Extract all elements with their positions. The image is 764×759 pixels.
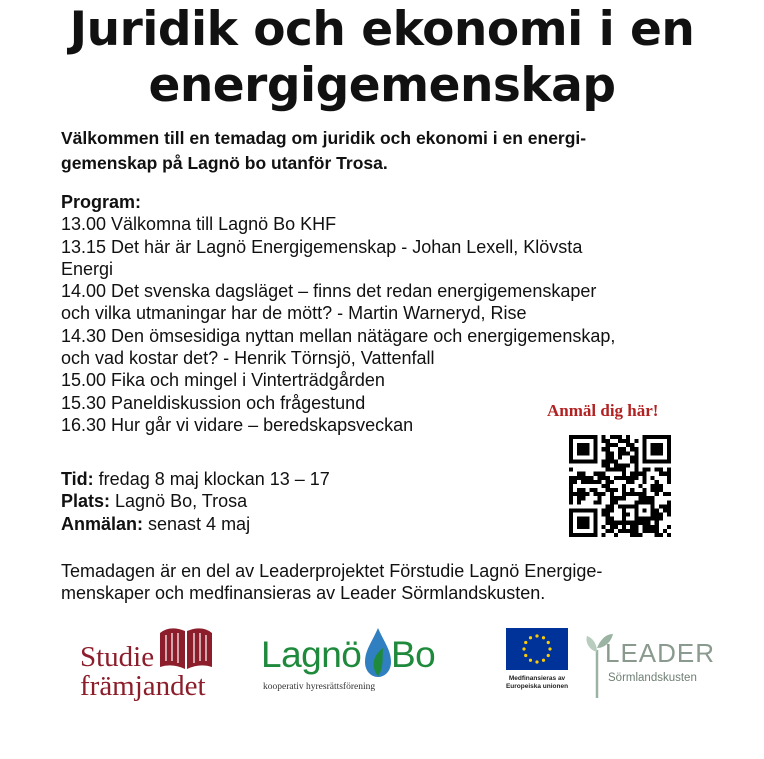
footer-line-2: menskaper och medfinansieras av Leader Sörmlandskusten. xyxy=(61,583,546,604)
studiefram-word-1: Studie xyxy=(80,641,155,673)
footer-text xyxy=(61,560,602,605)
eu-logo xyxy=(501,628,573,702)
event-details xyxy=(61,468,330,535)
footer-line-1: Temadagen är en del av Leaderprojektet Förstudie Lagnö Energige- xyxy=(61,561,603,581)
time-row xyxy=(61,468,330,490)
leader-word: LEADER xyxy=(605,638,716,668)
page-title xyxy=(0,2,764,114)
open-book-icon xyxy=(158,623,214,671)
leader-logo xyxy=(583,628,723,702)
program-item: och vilka utmaningar har de mött? - Martin Warneryd, Rise xyxy=(61,303,527,324)
eu-caption-line-1: Medfinansieras av xyxy=(508,675,566,682)
program-item: 15.30 Paneldiskussion och frågestund xyxy=(61,392,366,413)
program-item: 16.30 Hur går vi vidare – beredskapsveckan xyxy=(61,414,414,435)
eu-caption-line-2: Europeiska unionen xyxy=(505,683,569,690)
page-title-line-1: Juridik och ekonomi i en xyxy=(69,2,695,57)
program-item: 13.00 Välkomna till Lagnö Bo KHF xyxy=(61,214,337,235)
program-item: 15.00 Fika och mingel i Vinterträdgården xyxy=(61,370,385,391)
qr-code-icon[interactable] xyxy=(569,435,671,537)
program-item: och vad kostar det? - Henrik Törnsjö, Vattenfall xyxy=(61,348,435,369)
lagnobo-subtitle: kooperativ hyresrättsförening xyxy=(263,682,376,692)
intro-line-2: gemenskap på Lagnö bo utanför Trosa. xyxy=(61,153,388,173)
leader-subtitle: Sörmlandskusten xyxy=(608,672,697,684)
program-item: Energi xyxy=(61,258,114,279)
eu-caption xyxy=(501,675,573,691)
lagnobo-logo xyxy=(259,624,454,700)
signup-deadline-row xyxy=(61,513,330,535)
signup-link[interactable]: Anmäl dig här! xyxy=(547,401,659,420)
program-item: 14.00 Det svenska dagsläget – finns det redan energigemenskaper xyxy=(61,281,597,302)
intro-text xyxy=(61,126,721,176)
studiefram-logo xyxy=(80,623,215,705)
place-row xyxy=(61,490,330,512)
place-label: Plats: xyxy=(61,491,111,512)
water-drop-leaf-icon xyxy=(363,626,393,678)
time-label: Tid: xyxy=(61,469,94,489)
program-item: 13.15 Det här är Lagnö Energigemenskap - Johan Lexell, Klövsta xyxy=(61,236,583,257)
signup-deadline-value: senast 4 maj xyxy=(143,513,251,534)
time-value: fredag 8 maj klockan 13 – 17 xyxy=(93,469,330,489)
lagnobo-word-2: Bo xyxy=(391,634,436,675)
eu-flag-icon xyxy=(506,628,568,670)
program-heading: Program: xyxy=(61,192,142,212)
intro-line-1: Välkommen till en temadag om juridik och ekonomi i en energi- xyxy=(61,128,587,148)
program-item: 14.30 Den ömsesidiga nyttan mellan nätägare och energigemenskap, xyxy=(61,325,616,346)
program-section xyxy=(61,191,741,436)
signup-deadline-label: Anmälan: xyxy=(61,513,144,534)
studiefram-word-2: främjandet xyxy=(80,670,206,702)
page-title-line-2: energigemenskap xyxy=(148,58,616,113)
place-value: Lagnö Bo, Trosa xyxy=(110,491,248,512)
lagnobo-word-1: Lagnö xyxy=(261,634,362,675)
